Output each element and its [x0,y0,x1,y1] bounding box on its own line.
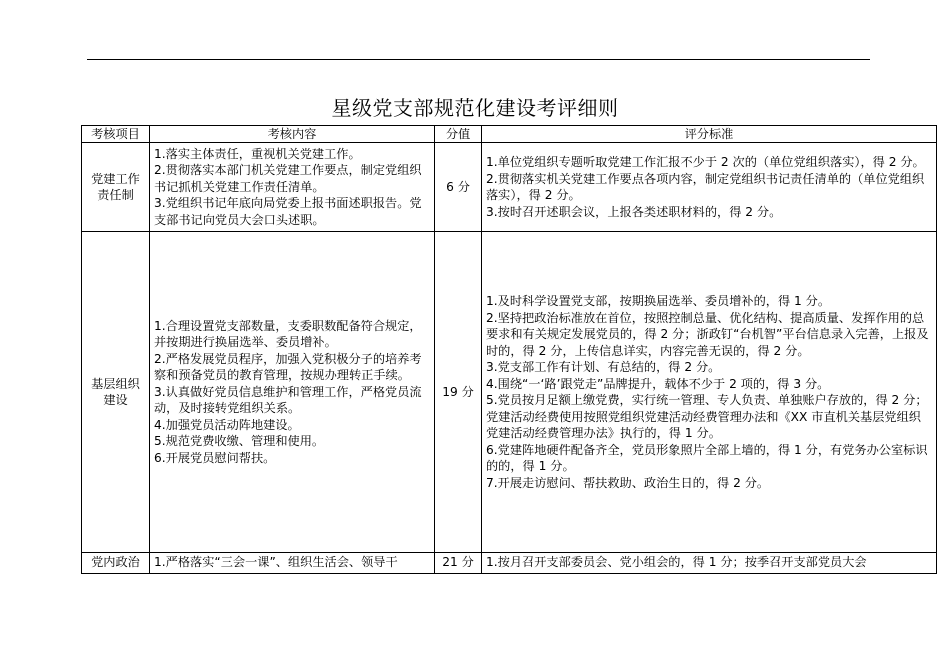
table-row [82,553,937,574]
row-score: 19 分 [435,232,482,553]
criteria-item: 4.围绕“一‘路’跟党走”品牌提升，载体不少于 2 项的，得 3 分。 [486,376,830,391]
content-item: 3.党组织书记年底向局党委上报书面述职报告。党支部书记向党员大会口头述职。 [154,196,422,227]
criteria-item: 2.贯彻落实机关党建工作要点各项内容，制定党组织书记责任清单的（单位党组织落实），得 2 分。 [486,171,925,202]
criteria-item: 2.坚持把政治标准放在首位，按照控制总量、优化结构、提高质量、发挥作用的总要求和有关规定发展党员的，得 2 分；浙政钉“台机智”平台信息录入完善，上报及时的，得 2 分，上传信息详实，内容完善无误的，得 2 分。 [486,310,929,358]
row-project: 基层组织建设 [82,232,150,553]
header-criteria: 评分标准 [482,126,937,143]
table-header-row [82,126,937,143]
content-item: 1.落实主体责任，重视机关党建工作。 [154,146,361,161]
row-project: 党内政治 [82,553,150,574]
header-rule [87,59,870,60]
criteria-item: 1.单位党组织专题听取党建工作汇报不少于 2 次的（单位党组织落实），得 2 分。 [486,155,925,169]
row-score: 21 分 [435,553,482,574]
evaluation-table [81,125,937,574]
header-content: 考核内容 [150,126,435,143]
row-project: 党建工作责任制 [82,143,150,232]
row-criteria [482,553,937,574]
row-content [150,143,435,232]
row-criteria [482,143,937,232]
content-item: 4.加强党员活动阵地建设。 [154,417,300,432]
row-content [150,232,435,553]
row-criteria [482,232,937,553]
criteria-item: 6.党建阵地硬件配备齐全，党员形象照片全部上墙的，得 1 分，有党务办公室标识的的，得 1 分。 [486,442,928,473]
content-item: 2.严格发展党员程序，加强入党积极分子的培养考察和预备党员的教育管理，按规办理转正手续。 [154,351,422,383]
criteria-item: 1.及时科学设置党支部，按期换届选举、委员增补的，得 1 分。 [486,294,831,308]
table-row [82,143,937,232]
criteria-item: 3.按时召开述职会议，上报各类述职材料的，得 2 分。 [486,204,782,219]
content-item: 1.严格落实“三会一课”、组织生活会、领导干 [154,555,398,569]
content-item: 6.开展党员慰问帮扶。 [154,450,276,465]
content-item: 5.规范党费收缴、管理和使用。 [154,434,325,449]
content-item: 2.贯彻落实本部门机关党建工作要点，制定党组织书记抓机关党建工作责任清单。 [154,163,422,194]
row-content [150,553,435,574]
page-title: 星级党支部规范化建设考评细则 [331,96,619,120]
criteria-item: 1.按月召开支部委员会、党小组会的，得 1 分；按季召开支部党员大会 [486,555,867,569]
table-row [82,232,937,553]
content-item: 3.认真做好党员信息维护和管理工作，严格党员流动，及时接转党组织关系。 [154,384,422,416]
criteria-item: 5.党员按月足额上缴党费，实行统一管理、专人负责、单独账户存放的，得 2 分；党建活动经费使用按照党组织党建活动经费管理办法和《XX 市直机关基层党组织党建活动经费管理办法》执行的，得 1 分。 [486,393,928,440]
content-item: 1.合理设置党支部数量，支委职数配备符合规定，并按期进行换届选举、委员增补。 [154,318,422,350]
row-score: 6 分 [435,143,482,232]
header-project: 考核项目 [82,126,150,143]
criteria-item: 7.开展走访慰问、帮扶救助、政治生日的，得 2 分。 [486,475,770,490]
criteria-item: 3.党支部工作有计划、有总结的，得 2 分。 [486,360,721,374]
header-score: 分值 [435,126,482,143]
